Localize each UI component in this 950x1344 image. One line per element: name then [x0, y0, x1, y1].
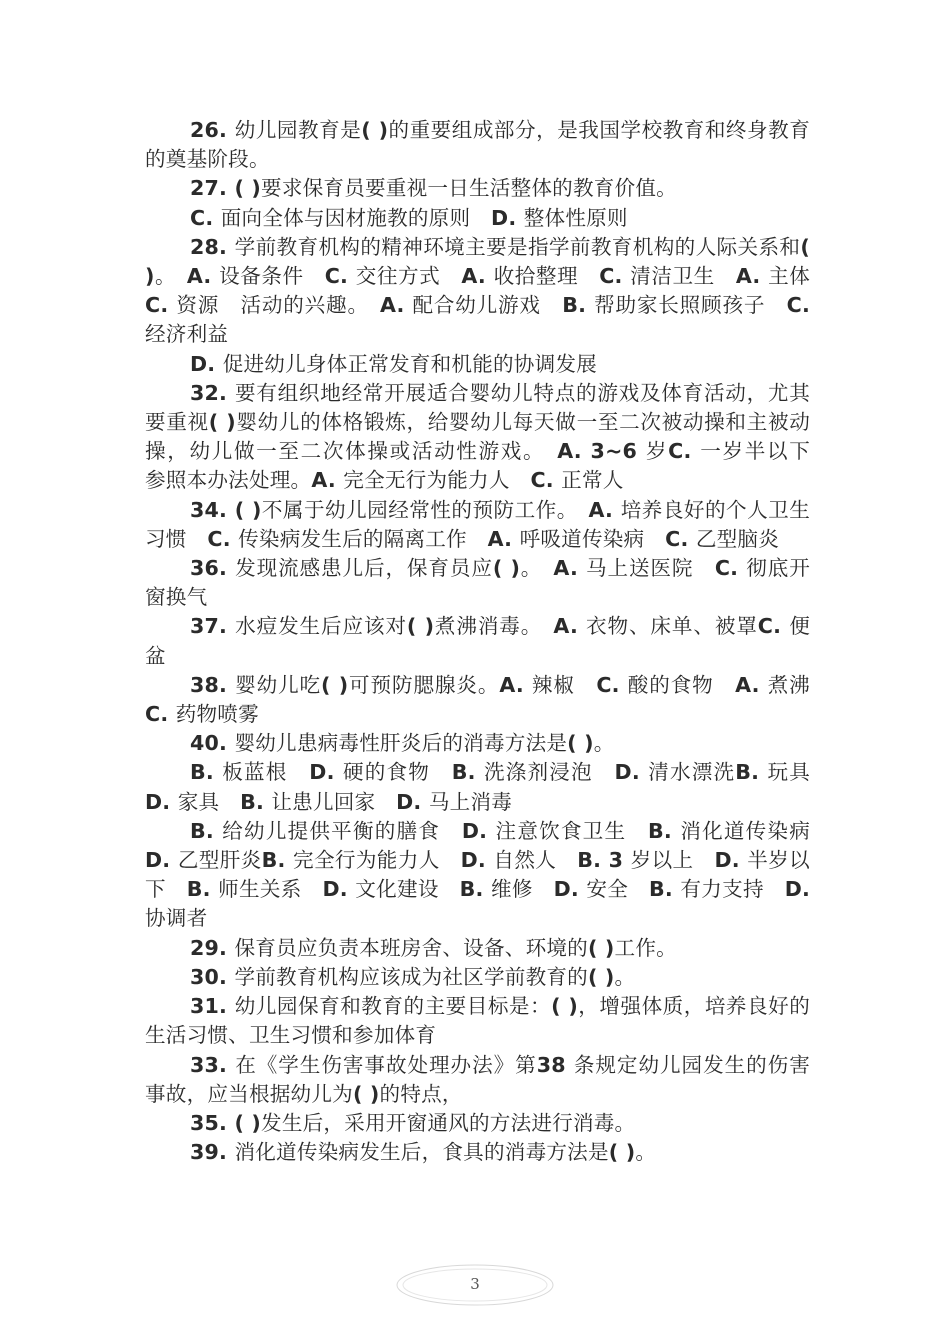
text-run: 交往方式	[355, 264, 462, 289]
bold-text-run: B. 3	[577, 848, 631, 873]
text-run: 文化建设	[355, 877, 460, 902]
question-paragraph	[145, 934, 810, 963]
bold-text-run: ( )	[492, 556, 521, 581]
bold-text-run: C.	[324, 264, 356, 289]
bold-text-run: ( )	[587, 935, 615, 960]
text-run: 婴幼儿吃	[235, 672, 322, 697]
bold-text-run: 28.	[190, 234, 235, 259]
text-run: 传染病发生后的隔离工作	[238, 526, 488, 551]
bold-text-run: C.	[530, 468, 562, 493]
text-run: 马上送医院	[586, 556, 715, 581]
text-run: 面向全体与因材施教的原则	[220, 205, 492, 230]
bold-text-run: 29.	[190, 935, 235, 960]
bold-text-run: B.	[459, 877, 491, 902]
text-run: 清洁卫生	[630, 264, 736, 289]
question-paragraph	[145, 963, 810, 992]
text-run: 配合幼儿游戏	[412, 293, 563, 318]
text-run: 促进幼儿身体正常发育和机能的协调发展	[222, 351, 597, 376]
bold-text-run: A.	[379, 293, 413, 318]
question-paragraph	[145, 1051, 810, 1109]
text-run: 学前教育机构的精神环境主要是指学前教育机构的人际关系和	[234, 234, 801, 259]
text-run: 煮沸	[767, 672, 831, 697]
text-run: 乙型脑炎	[695, 526, 780, 551]
text-run: 一岁半以下 参照本办法处理。	[145, 439, 831, 493]
text-run: 。	[520, 556, 554, 581]
text-run: 要求保育员要重视一日生活整体的教育价值。	[261, 176, 677, 201]
text-run: 衣物、床单、被罩	[586, 614, 758, 639]
bold-text-run: ( )	[208, 410, 236, 435]
bold-text-run: C.	[145, 702, 176, 727]
bold-text-run: B.	[190, 818, 223, 843]
bold-text-run: B.	[190, 760, 223, 785]
bold-text-run: A.	[186, 264, 220, 289]
bold-text-run: B.	[735, 760, 768, 785]
text-run: 维修	[490, 877, 554, 902]
bold-text-run: 33.	[190, 1052, 236, 1077]
bold-text-run: 32.	[190, 380, 235, 405]
bold-text-run: A.	[311, 468, 344, 493]
bold-text-run: A.	[735, 672, 768, 697]
question-paragraph	[145, 758, 831, 816]
bold-text-run: ( )	[406, 614, 435, 639]
bold-text-run: A.	[499, 672, 532, 697]
bold-text-run: D.	[396, 789, 429, 814]
text-run: 玩具	[767, 760, 831, 785]
bold-text-run: ( )	[608, 1140, 636, 1165]
text-run: 。	[614, 964, 636, 989]
text-run: 煮沸消毒。	[434, 614, 554, 639]
bold-text-run: 39.	[190, 1140, 235, 1165]
bold-text-run: 34. ( )	[190, 497, 262, 522]
bold-text-run: C.	[596, 672, 628, 697]
text-run: 主体	[768, 264, 831, 289]
bold-text-run: B.	[186, 877, 219, 902]
text-run: 发生后，采用开窗通风的方法进行消毒。	[261, 1110, 636, 1135]
bold-text-run: 40.	[190, 731, 235, 756]
bold-text-run: ( )	[361, 118, 389, 142]
bold-text-run: B.	[451, 760, 484, 785]
bold-text-run: 35. ( )	[190, 1110, 262, 1135]
bold-text-run: C.	[145, 293, 177, 318]
text-run: 辣椒	[531, 672, 597, 697]
bold-text-run: D.	[784, 877, 818, 902]
bold-text-run: 38.	[190, 672, 236, 697]
text-run: 不属于幼儿园经常性的预防工作。	[261, 497, 589, 522]
question-paragraph	[145, 379, 831, 496]
text-run: 收拾整理	[493, 264, 600, 289]
question-paragraph	[145, 233, 831, 350]
bold-text-run: ( )	[551, 994, 578, 1019]
text-run: 彻底开窗换气	[145, 556, 810, 610]
bold-text-run: D.	[145, 848, 178, 873]
question-paragraph	[145, 671, 831, 729]
text-run: 培养良好的个人卫生习惯	[145, 497, 810, 551]
text-run: 乙型肝炎	[177, 848, 262, 873]
bold-text-run: C.	[786, 293, 818, 318]
question-paragraph	[145, 496, 810, 554]
bold-text-run: D.	[190, 351, 223, 376]
text-run: 完全行为能力人	[293, 848, 461, 873]
text-run: 的重要组成部分，是我国学校教育和终身教育的奠基阶段。	[145, 118, 810, 172]
bold-text-run: D.	[491, 205, 524, 230]
bold-text-run: 26.	[190, 118, 235, 142]
bold-text-run: D.	[714, 848, 748, 873]
bold-text-run: C.	[190, 205, 221, 230]
bold-text-run: D.	[553, 877, 587, 902]
question-paragraph	[145, 554, 810, 612]
page-number: 3	[470, 1275, 480, 1293]
bold-text-run: ( )	[587, 964, 615, 989]
bold-text-run: C.	[599, 264, 631, 289]
text-run: 婴幼儿的体格锻炼，给婴幼儿每天做一至二次被动操和主被动操，幼儿做一至二次体操或活动性游戏。	[145, 410, 811, 464]
text-run: 安全	[586, 877, 649, 902]
bold-text-run: ( )	[352, 1081, 380, 1106]
bold-text-run: 31.	[190, 994, 235, 1019]
text-run: 条规定幼儿园发生的伤害事故，应当根据幼儿为	[145, 1052, 810, 1106]
question-paragraph	[145, 612, 810, 670]
bold-text-run: A. 3~6	[557, 439, 646, 464]
text-run: 岁	[645, 439, 669, 464]
text-run: 有力支持	[680, 877, 785, 902]
bold-text-run: A.	[487, 526, 520, 551]
page-footer	[395, 1262, 555, 1308]
text-run: 让患儿回家	[271, 789, 397, 814]
text-run: 正常人	[561, 468, 624, 493]
text-run: 要有组织地经常开展适合婴幼儿特点的游戏及体育活动，尤其要重视	[145, 380, 810, 435]
bold-text-run: C.	[668, 439, 701, 464]
bold-text-run: 38	[536, 1052, 574, 1077]
text-run: 呼吸道传染病	[519, 526, 666, 551]
bold-text-run: 37.	[190, 614, 236, 639]
text-run: 工作。	[614, 935, 677, 960]
text-run: 可预防腮腺炎。	[348, 672, 500, 697]
bold-text-run: 27. ( )	[190, 176, 262, 201]
text-run: 幼儿园保育和教育的主要目标是：	[234, 994, 552, 1019]
text-run: 注意饮食卫生	[495, 818, 649, 843]
question-paragraph	[145, 992, 810, 1050]
bold-text-run: A.	[553, 614, 587, 639]
question-paragraph	[145, 1138, 810, 1167]
question-paragraph	[145, 174, 810, 203]
text-run: 给幼儿提供平衡的膳食	[222, 818, 462, 843]
bold-text-run: C.	[207, 526, 239, 551]
text-run: 药物喷雾	[175, 702, 259, 727]
text-run: 设备条件	[219, 264, 325, 289]
bold-text-run: ( )	[145, 234, 818, 289]
question-paragraph	[145, 1109, 810, 1138]
bold-text-run: A.	[735, 264, 769, 289]
text-run: 学前教育机构应该成为社区学前教育的	[234, 964, 588, 989]
text-run: 马上消毒	[428, 789, 513, 814]
text-run: 板蓝根	[222, 760, 310, 785]
text-run: 便盆	[145, 614, 810, 668]
text-run: 岁以上	[630, 848, 715, 873]
bold-text-run: B.	[240, 789, 272, 814]
text-run: 。	[635, 1140, 657, 1165]
bold-text-run: D.	[145, 789, 178, 814]
document-body	[145, 116, 831, 1167]
text-run: 家具	[177, 789, 241, 814]
bold-text-run: A.	[461, 264, 494, 289]
bold-text-run: D.	[309, 760, 343, 785]
text-run: 。	[593, 731, 615, 756]
question-paragraph	[145, 116, 810, 174]
text-run: 的特点，	[379, 1081, 463, 1106]
text-run: 洗涤剂浸泡	[484, 760, 615, 785]
question-paragraph	[145, 729, 810, 758]
text-run: 水痘发生后应该对	[235, 614, 407, 639]
bold-text-run: 30.	[190, 964, 235, 989]
bold-text-run: D.	[614, 760, 649, 785]
text-run: 经济利益	[145, 322, 229, 347]
text-run: 在《学生伤害事故处理办法》第	[235, 1052, 537, 1077]
text-run: 师生关系	[218, 877, 323, 902]
bold-text-run: A.	[553, 556, 587, 581]
text-run: 半岁以下	[145, 848, 810, 902]
text-run: 消化道传染病	[680, 818, 831, 843]
bold-text-run: B.	[261, 848, 294, 873]
text-run: 幼儿园教育是	[234, 118, 362, 142]
bold-text-run: D.	[460, 848, 494, 873]
bold-text-run: D.	[322, 877, 356, 902]
question-paragraph	[145, 817, 831, 934]
text-run: 整体性原则	[523, 205, 628, 230]
text-run: 自然人	[493, 848, 578, 873]
text-run: 硬的食物	[342, 760, 452, 785]
bold-text-run: C.	[714, 556, 747, 581]
bold-text-run: 36.	[190, 556, 236, 581]
question-paragraph	[145, 350, 810, 379]
text-run: 完全无行为能力人	[343, 468, 531, 493]
text-run: 消化道传染病发生后，食具的消毒方法是	[234, 1140, 609, 1165]
bold-text-run: A.	[588, 497, 621, 522]
text-run: 。	[154, 264, 187, 289]
text-run: 协调者	[145, 906, 208, 931]
text-run: 帮助家长照顾孩子	[594, 293, 787, 318]
text-run: ，增强体质，培养良好的生活习惯、卫生习惯和参加体育	[145, 994, 810, 1048]
text-run: 酸的食物	[627, 672, 736, 697]
bold-text-run: ( )	[321, 672, 349, 697]
text-run: 资源 活动的兴趣。	[176, 293, 380, 318]
bold-text-run: B.	[648, 877, 681, 902]
text-run: 清水漂洗	[648, 760, 736, 785]
bold-text-run: B.	[648, 818, 681, 843]
bold-text-run: ( )	[567, 731, 594, 756]
text-run: 发现流感患儿后，保育员应	[235, 556, 493, 581]
bold-text-run: B.	[562, 293, 595, 318]
bold-text-run: C.	[665, 526, 696, 551]
bold-text-run: D.	[461, 818, 496, 843]
question-paragraph	[145, 204, 810, 233]
text-run: 保育员应负责本班房舍、设备、环境的	[234, 935, 588, 960]
bold-text-run: C.	[757, 614, 790, 639]
text-run: 婴幼儿患病毒性肝炎后的消毒方法是	[234, 731, 568, 756]
